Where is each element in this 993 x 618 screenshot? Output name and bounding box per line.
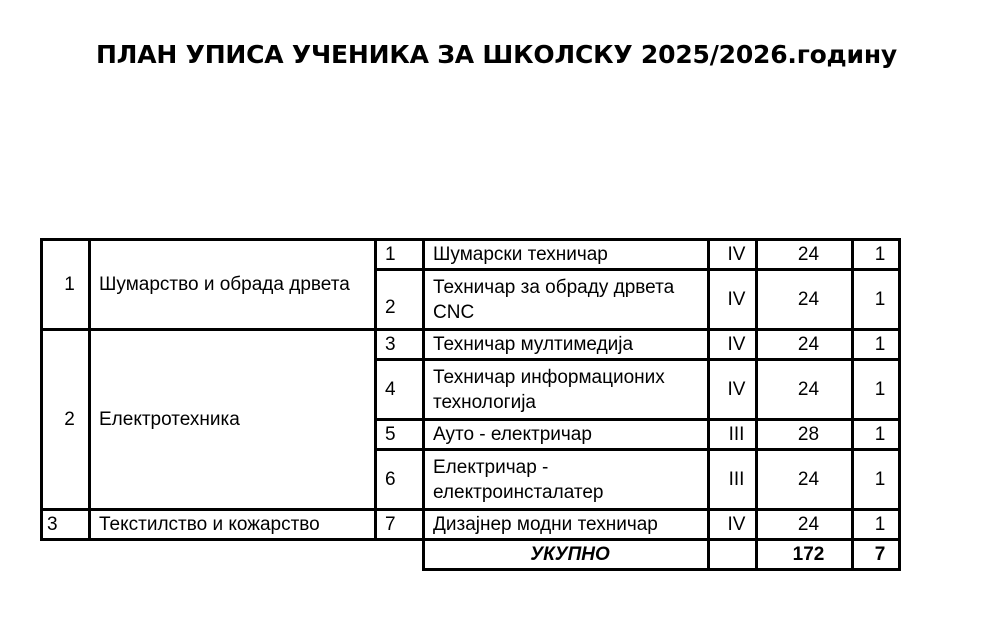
- area-number: 2: [42, 330, 90, 510]
- profile-name: Шумарски техничар: [424, 240, 709, 270]
- profile-classes: 1: [853, 360, 900, 420]
- profile-name: Ауто - електричар: [424, 420, 709, 450]
- profile-degree: IV: [709, 270, 757, 330]
- profile-degree: IV: [709, 360, 757, 420]
- profile-classes: 1: [853, 420, 900, 450]
- total-row: [42, 540, 900, 570]
- profile-classes: 1: [853, 510, 900, 540]
- profile-degree: III: [709, 450, 757, 510]
- table-row: [42, 330, 900, 360]
- profile-name: Техничар за обраду дрвета CNC: [424, 270, 709, 330]
- total-degree-empty: [709, 540, 757, 570]
- profile-degree: III: [709, 420, 757, 450]
- area-number: 1: [42, 240, 90, 330]
- profile-classes: 1: [853, 450, 900, 510]
- profile-name: Техничар мултимедија: [424, 330, 709, 360]
- area-name: Електротехника: [90, 330, 376, 510]
- total-label: УКУПНО: [424, 540, 709, 570]
- profile-degree: IV: [709, 330, 757, 360]
- area-name: Текстилство и кожарство: [90, 510, 376, 540]
- page-title: ПЛАН УПИСА УЧЕНИКА ЗА ШКОЛСКУ 2025/2026.годину: [95, 40, 898, 69]
- profile-students: 24: [757, 360, 853, 420]
- profile-students: 28: [757, 420, 853, 450]
- profile-name: Дизајнер модни техничар: [424, 510, 709, 540]
- profile-number: 3: [376, 330, 424, 360]
- enrollment-table: [40, 238, 901, 571]
- blank-cell: [42, 540, 90, 570]
- profile-number: 1: [376, 240, 424, 270]
- profile-students: 24: [757, 240, 853, 270]
- profile-classes: 1: [853, 240, 900, 270]
- profile-number: 7: [376, 510, 424, 540]
- profile-name: Електричар - електроинсталатер: [424, 450, 709, 510]
- profile-students: 24: [757, 450, 853, 510]
- profile-students: 24: [757, 270, 853, 330]
- total-students: 172: [757, 540, 853, 570]
- profile-number: 5: [376, 420, 424, 450]
- profile-classes: 1: [853, 270, 900, 330]
- profile-number: 4: [376, 360, 424, 420]
- profile-number: 6: [376, 450, 424, 510]
- area-number: 3: [42, 510, 90, 540]
- blank-cell: [90, 540, 376, 570]
- profile-number: 2: [376, 270, 424, 330]
- total-classes: 7: [853, 540, 900, 570]
- table-row: [42, 240, 900, 270]
- profile-classes: 1: [853, 330, 900, 360]
- profile-students: 24: [757, 330, 853, 360]
- table-row: [42, 510, 900, 540]
- blank-cell: [376, 540, 424, 570]
- area-name: Шумарство и обрада дрвета: [90, 240, 376, 330]
- profile-students: 24: [757, 510, 853, 540]
- profile-degree: IV: [709, 240, 757, 270]
- profile-name: Техничар информационих технологија: [424, 360, 709, 420]
- profile-degree: IV: [709, 510, 757, 540]
